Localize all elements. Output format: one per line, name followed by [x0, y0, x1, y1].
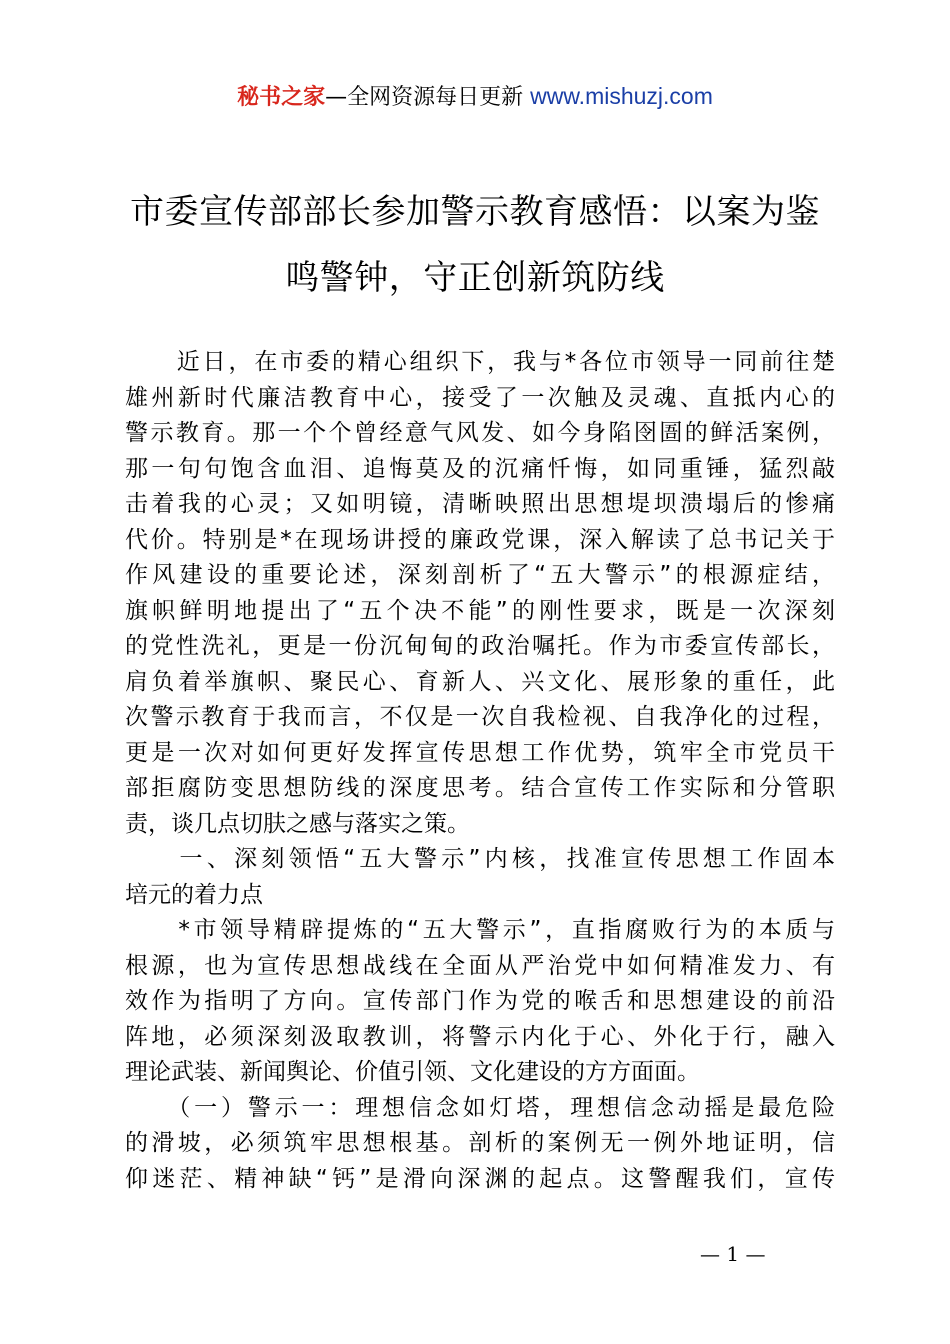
body-line: 效作为指明了方向。宣传部门作为党的喉舌和思想建设的前沿: [125, 988, 835, 1014]
section-heading-line: 一、深刻领悟“五大警示”内核，找准宣传思想工作固本: [125, 846, 835, 872]
body-line: 仰迷茫、精神缺“钙”是滑向深渊的起点。这警醒我们，宣传: [125, 1165, 835, 1192]
body-line: 根源，也为宣传思想战线在全面从严治党中如何精准发力、有: [125, 952, 835, 979]
body-line: 更是一次对如何更好发挥宣传思想工作优势，筑牢全市党员干: [125, 739, 835, 766]
body-line: 代价。特别是*在现场讲授的廉政党课，深入解读了总书记关于: [125, 526, 835, 553]
body-line: *市领导精辟提炼的“五大警示”，直指腐败行为的本质与: [125, 917, 835, 943]
page-number: — 1 —: [700, 1242, 766, 1266]
body-line: 雄州新时代廉洁教育中心，接受了一次触及灵魂、直抵内心的: [125, 384, 835, 411]
body-line: 旗帜鲜明地提出了“五个决不能”的刚性要求，既是一次深刻: [125, 597, 835, 624]
body-line: 警示教育。那一个个曾经意气风发、如今身陷囹圄的鲜活案例，: [125, 420, 835, 446]
body-line: 理论武装、新闻舆论、价值引领、文化建设的方方面面。: [125, 1059, 700, 1085]
section-heading-line: 培元的着力点: [125, 881, 263, 908]
body-line: 的党性洗礼，更是一份沉甸甸的政治嘱托。作为市委宣传部长，: [125, 633, 835, 659]
document-title-line-2: 鸣警钟，守正创新筑防线: [285, 258, 665, 298]
body-line: 近日，在市委的精心组织下，我与*各位市领导一同前往楚: [125, 349, 835, 375]
body-line: 阵地，必须深刻汲取教训，将警示内化于心、外化于行，融入: [125, 1023, 835, 1050]
body-line: 的滑坡，必须筑牢思想根基。剖析的案例无一例外地证明，信: [125, 1130, 835, 1156]
document-body: [125, 345, 835, 1197]
site-brand: 秘书之家: [237, 85, 326, 110]
body-line: 那一句句饱含血泪、追悔莫及的沉痛忏悔，如同重锤，猛烈敲: [125, 455, 835, 482]
body-line: 次警示教育于我而言，不仅是一次自我检视、自我净化的过程，: [125, 704, 835, 730]
site-url-link[interactable]: www.mishuzj.com: [530, 83, 713, 109]
body-line: 责，谈几点切肤之感与落实之策。: [125, 810, 470, 837]
body-line: （一）警示一：理想信念如灯塔，理想信念动摇是最危险: [125, 1094, 835, 1121]
site-tagline: —全网资源每日更新: [325, 85, 524, 110]
body-line: 作风建设的重要论述，深刻剖析了“五大警示”的根源症结，: [125, 562, 835, 588]
body-line: 击着我的心灵；又如明镜，清晰映照出思想堤坝溃塌后的惨痛: [125, 491, 835, 517]
body-line: 部拒腐防变思想防线的深度思考。结合宣传工作实际和分管职: [125, 775, 835, 801]
document-title-line-1: 市委宣传部部长参加警示教育感悟：以案为鉴: [130, 192, 820, 232]
body-line: 肩负着举旗帜、聚民心、育新人、兴文化、展形象的重任，此: [125, 668, 835, 695]
site-header: [0, 80, 950, 114]
